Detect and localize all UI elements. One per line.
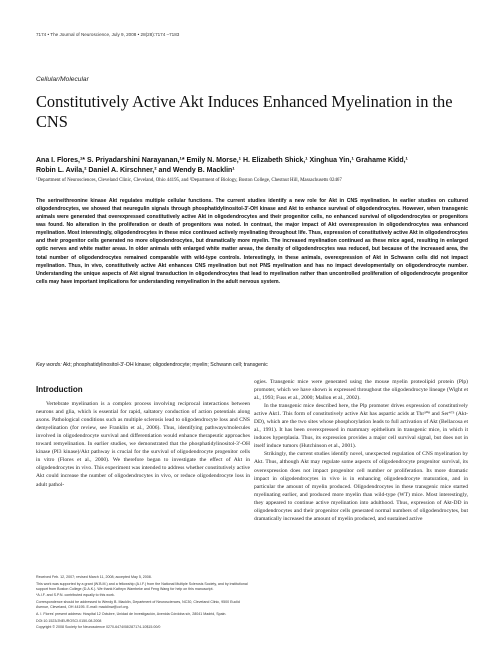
affiliations: ¹Department of Neurosciences, Cleveland Clinic, Cleveland, Ohio 44195, and ²Department of Biology, Boston College, Chestnut Hill, Massachusetts 02467 <box>36 178 342 183</box>
body-paragraph: In the transgenic mice described here, the Plp promoter drives expression of constitutively active Akt1. This form of constitutively active Akt has aspartic acids at Thr³⁰⁸ and Ser⁴⁷³ (Akt-DD), which are the two sites whose phosphorylation leads to full activation of Akt (Bellacosa et al., 1991). It has been overexpressed in mammary epithelium in transgenic mice, in which it induces hyperplasia. Thus, its expression provides a major cell survival signal, but does not in itself induce tumors (Hutchinson et al., 2001). <box>254 403 468 450</box>
body-paragraph: ogies. Transgenic mice were generated using the mouse myelin proteolipid protein (Plp) promoter, which we have shown is expressed throughout the oligodendrocyte lineage (Wight et al., 1993; Fuss et al., 2000; Mallon et al., 2002). <box>254 379 468 402</box>
section-label: Cellular/Molecular <box>36 76 89 83</box>
footnotes <box>36 575 248 632</box>
keywords <box>36 362 468 369</box>
footnote: Copyright © 2008 Society for Neuroscience 0270-6474/08/287174-10$15.00/0 <box>36 625 161 630</box>
footnote: Correspondence should be addressed to Wendy B. Macklin, Department of Neurosciences, NC30, Cleveland Clinic, 9500 Euclid Avenue, Cleveland, OH 44195. E-mail: macklinw@ccf.org. <box>36 600 240 610</box>
footnote: A. I. Flores' present address: Hospital 12 Octubre, Unidad de Investigación, Avenida Córdoba s/n, 28041 Madrid, Spain. <box>36 611 227 616</box>
article-title: Constitutively Active Akt Induces Enhanced Myelination in the CNS <box>36 92 453 131</box>
footnote: DOI:10.1523/JNEUROSCI.0150-08.2008 <box>36 618 102 623</box>
keywords-label: Key words: <box>36 362 62 368</box>
keywords-text: Akt; phosphatidylinositol-3′-OH kinase; oligodendrocyte; myelin; Schwann cell; transgenic <box>62 362 268 368</box>
author-list: Ana I. Flores,¹* S. Priyadarshini Narayanan,¹* Emily N. Morse,¹ H. Elizabeth Shick,¹ Xinghua Yin,¹ Grahame Kidd,¹ Robin L. Avila,² Daniel A. Kirschner,² and Wendy B. Macklin¹ <box>36 157 408 174</box>
introduction-heading: Introduction <box>36 385 83 394</box>
right-column <box>254 378 468 523</box>
footnote: *A.I.F. and S.P.N. contributed equally to this work. <box>36 593 115 598</box>
footnote: This work was supported by a grant (W.B.M.) and a fellowship (A.I.F.) from the National Multiple Sclerosis Society, and by institutional support from Boston College (D.A.K.). We thank Kathryn Wambeke and Feng Wang for help on this manuscript. <box>36 581 248 591</box>
running-head: 7174 • The Journal of Neuroscience, July 9, 2008 • 28(28):7174 –7183 <box>36 32 180 37</box>
left-column <box>36 386 250 489</box>
footnote: Received Feb. 12, 2007; revised March 11, 2008; accepted May 5, 2008. <box>36 575 152 579</box>
body-paragraph: Vertebrate myelination is a complex process involving reciprocal interactions between neurons and glia, which is essential for rapid, saltatory conduction of action potentials along axons. Pathological conditions such as multiple sclerosis lead to oligodendrocyte loss and CNS demyelination (for review, see Franklin et al., 2006). Thus, identifying pathways/molecules involved in oligodendrocyte survival and differentiation would enhance therapeutic approaches toward remyelination. In earlier studies, we demonstrated that the phosphatidylinositol-3′-OH kinase (PI3 kinase)/Akt pathway is crucial for the survival of oligodendrocyte progenitor cells in vitro (Flores et al., 2000). We therefore began to investigate the effect of Akt in oligodendrocytes in vivo. This experiment was intended to address whether constitutively active Akt could increase the number of oligodendrocytes in vivo, or reduce oligodendrocyte loss in adult pathol- <box>36 401 250 488</box>
body-paragraph: Strikingly, the current studies identify novel, unexpected regulation of CNS myelination by Akt. Thus, although Akt may regulate some aspects of oligodendrocyte progenitor survival, its overexpression does not impact progenitor cell number or proliferation. Its more dramatic impact in oligodendrocytes in vivo is in enhancing oligodendrocyte maturation, and in particular the amount of myelin produced. Oligodendrocytes in these transgenic mice started myelinating earlier, and produced more myelin than wild-type (WT) mice. Most interestingly, they appeared to continue active myelination into adulthood. Thus, expression of Akt-DD in oligodendrocytes and their progenitor cells generated normal numbers of oligodendrocytes, but dramatically increased the amount of myelin produced, and sustained active <box>254 451 468 522</box>
abstract: The serine/threonine kinase Akt regulates multiple cellular functions. The current studies identify a new role for Akt in CNS myelination. In earlier studies on cultured oligodendrocytes, we showed that neuregulin signals through phosphatidylinositol-3′-OH kinase and Akt to enhance survival of oligodendrocytes. However, when transgenic animals were generated that overexpressed constitutively active Akt in oligodendrocytes and their progenitor cells, no enhanced survival of oligodendrocytes or progenitors was found. No alteration in the proliferation or death of progenitors was noted. In contrast, the major impact of Akt overexpression in oligodendrocytes was enhanced myelination. Most interestingly, oligodendrocytes in these mice continued actively myelinating throughout life. Thus, expression of constitutively active Akt in oligodendrocytes and their progenitor cells generated no more oligodendrocytes, but dramatically more myelin. The increased myelination continued as these mice aged, resulting in enlarged optic nerves and white matter areas. In older animals with enlarged white matter areas, the density of oligodendrocytes was reduced, but because of the increased area, the total number of oligodendrocytes remained comparable with wild-type controls. Interestingly, in these animals, overexpression of Akt in Schwann cells did not impact myelination. Thus, in vivo, constitutively active Akt enhances CNS myelination but not PNS myelination and has no impact developmentally on oligodendrocyte number. Understanding the unique aspects of Akt signal transduction in oligodendrocytes that lead to myelination rather than uncontrolled proliferation of oligodendrocyte progenitor cells may have important implications for understanding remyelination in the adult nervous system. <box>36 198 468 285</box>
